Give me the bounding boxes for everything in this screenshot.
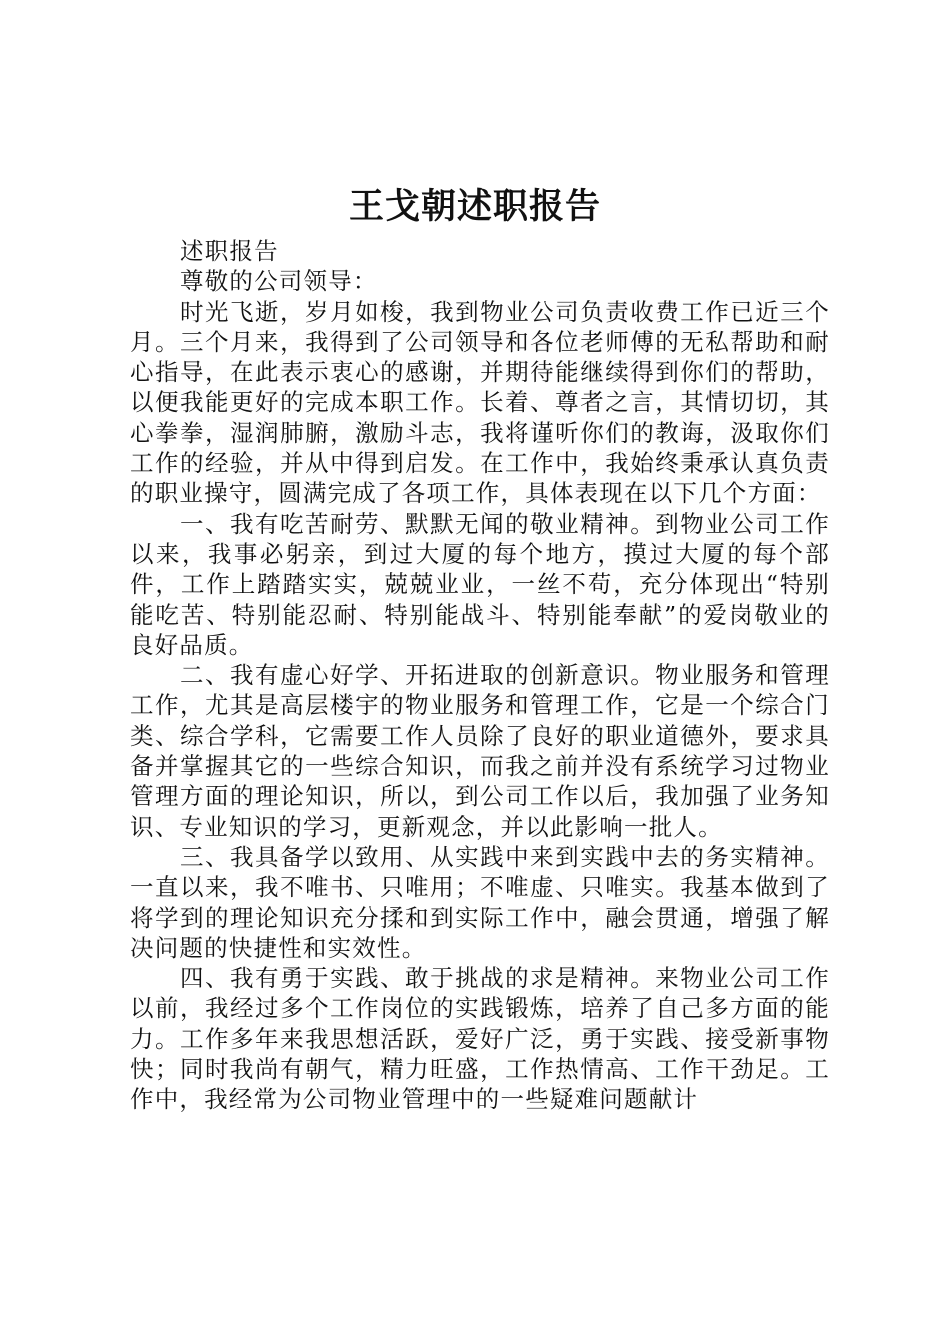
paragraph-point-3: 三、我具备学以致用、从实践中来到实践中去的务实精神。一直以来，我不唯书、只唯用；不唯虚、只唯实。我基本做到了将学到的理论知识充分揉和到实际工作中，融会贯通，增强了解决问题的快捷性和实效性。: [130, 842, 830, 962]
paragraph-point-2: 二、我有虚心好学、开拓进取的创新意识。物业服务和管理工作，尤其是高层楼宇的物业服务和管理工作，它是一个综合门类、综合学科，它需要工作人员除了良好的职业道德外，要求具备并掌握其它的一些综合知识，而我之前并没有系统学习过物业管理方面的理论知识，所以，到公司工作以后，我加强了业务知识、专业知识的学习，更新观念，并以此影响一批人。: [130, 661, 830, 841]
salutation: 尊敬的公司领导：: [180, 267, 378, 296]
paragraph-point-4: 四、我有勇于实践、敢于挑战的求是精神。来物业公司工作以前，我经过多个工作岗位的实践锻炼，培养了自己多方面的能力。工作多年来我思想活跃，爱好广泛，勇于实践、接受新事物快；同时我尚有朝气，精力旺盛，工作热情高、工作干劲足。工作中，我经常为公司物业管理中的一些疑难问题献计: [130, 964, 830, 1114]
paragraph-point-1: 一、我有吃苦耐劳、默默无闻的敬业精神。到物业公司工作以来，我事必躬亲，到过大厦的每个地方，摸过大厦的每个部件，工作上踏踏实实，兢兢业业，一丝不苟，充分体现出“特别能吃苦、特别能忍耐、特别能战斗、特别能奉献”的爱岗敬业的良好品质。: [130, 509, 830, 659]
paragraph-intro: 时光飞逝，岁月如梭，我到物业公司负责收费工作已近三个月。三个月来，我得到了公司领导和各位老师傅的无私帮助和耐心指导，在此表示衷心的感谢，并期待能继续得到你们的帮助，以便我能更好的完成本职工作。长着、尊者之言，其情切切，其心拳拳，湿润肺腑，激励斗志，我将谨听你们的教诲，汲取你们工作的经验，并从中得到启发。在工作中，我始终秉承认真负责的职业操守，圆满完成了各项工作，具体表现在以下几个方面：: [130, 297, 830, 508]
document-title: 王戈朝述职报告: [348, 187, 601, 227]
document-body: [130, 236, 830, 1115]
report-label: 述职报告: [180, 237, 279, 265]
